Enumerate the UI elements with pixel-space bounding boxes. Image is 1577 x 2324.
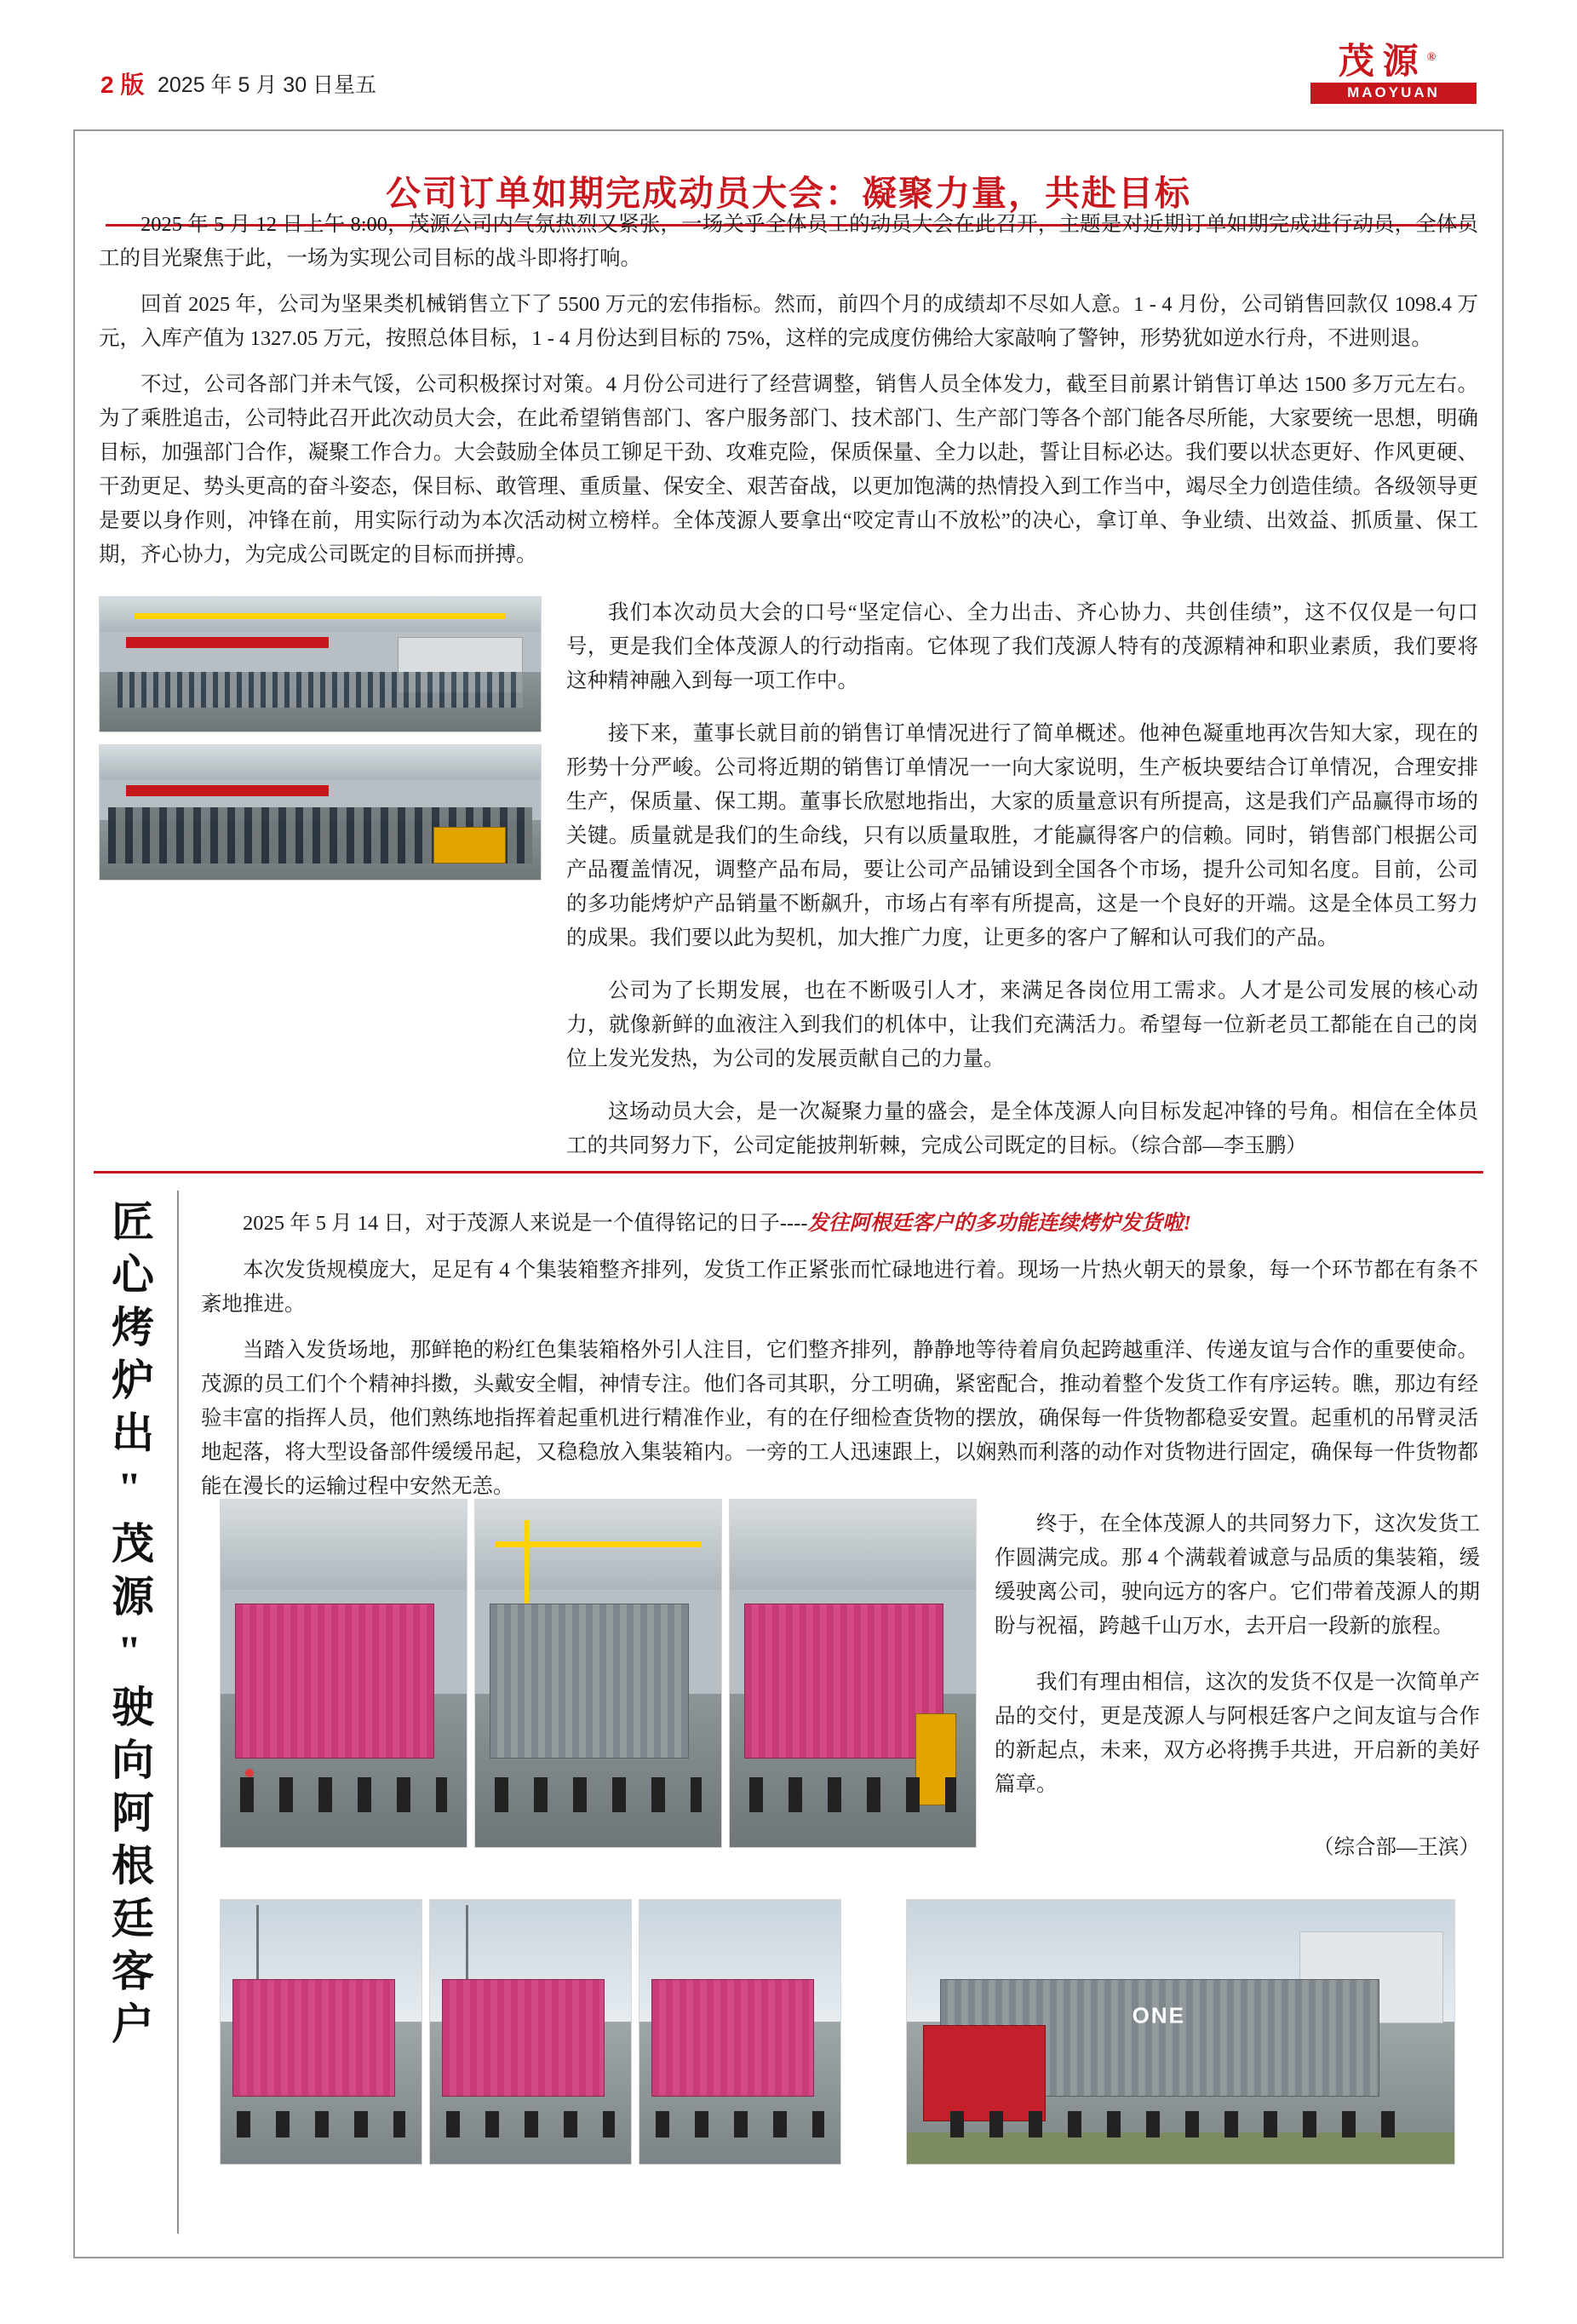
- photo-pink-container-shape: [744, 1604, 943, 1759]
- logo-chinese-text: 茂源: [1338, 43, 1427, 82]
- article-1-headline: 公司订单如期完成动员大会：凝聚力量，共赴目标: [386, 174, 1191, 213]
- photo-mobilization-meeting-2: [99, 744, 542, 881]
- article-2-bottom-photo-row: [220, 1899, 1480, 2165]
- article-1-paragraph: 回首 2025 年，公司为坚果类机械销售立下了 5500 万元的宏伟指标。然而，前四个月的成绩却不尽如人意。1 - 4 月份，公司销售回款仅 1098.4 万元，入库产值为 1327.05 万元，按照总体目标，1 - 4 月份达到目标的 75%，这样的完成度仿佛给大家敲响了警钟，形势犹如逆水行舟，不进则退。: [99, 293, 1478, 350]
- article-1-intro: [99, 196, 1478, 572]
- photo-truck-wheels-shape: [240, 1777, 447, 1812]
- photo-roof-shape: [100, 745, 541, 782]
- article-2-paragraph: 当踏入发货场地，那鲜艳的粉红色集装箱格外引人注目，它们整齐排列，静静地等待着肩负起跨越重洋、传递友谊与合作的重要使命。茂源的员工们个个精神抖擞，头戴安全帽，神情专注。他们各司其职，分工明确，紧密配合，推动着整个发货工作有序运转。瞧，那边有经验丰富的指挥人员，他们熟练地指挥着起重机进行精准作业，有的在仔细检查货物的摆放，确保每一件货物都稳妥安置。起重机的吊臂灵活地起落，将大型设备部件缓缓吊起，又稳稳放入集装箱内。一旁的工人迅速跟上，以娴熟而利落的动作对货物进行固定，确保每一件货物都能在漫长的运输过程中安然无恙。: [201, 1339, 1478, 1498]
- publication-date: 2025 年 5 月 30 日星五: [158, 73, 377, 97]
- article-1-paragraph: 这场动员大会，是一次凝聚力量的盛会，是全体茂源人向目标发起冲锋的号角。相信在全体员工的共同努力下，公司定能披荆斩棘，完成公司既定的目标。（综合部—李玉鹏）: [566, 1100, 1478, 1157]
- photo-truck-wheels-shape: [237, 2111, 405, 2138]
- article-2-body: [201, 1192, 1478, 1504]
- photo-container-pink-3: [639, 1899, 841, 2165]
- article-2-paragraph: 终于，在全体茂源人的共同努力下，这次发货工作圆满完成。那 4 个满载着诚意与品质的集装箱，缓缓驶离公司，驶向远方的客户。它们带着茂源人的期盼与祝福，跨越千山万水，去开启一段新的旅程。: [995, 1512, 1480, 1638]
- company-logo: [1298, 41, 1477, 102]
- photo-employees-shape: [118, 672, 524, 707]
- photo-pink-container-shape: [235, 1604, 433, 1759]
- article-1-paragraph: 接下来，董事长就目前的销售订单情况进行了简单概述。他神色凝重地再次告知大家，现在的形势十分严峻。公司将近期的销售订单情况一一向大家说明，生产板块要结合订单情况，合理安排生产，保质量、保工期。董事长欣慰地指出，大家的质量意识有所提高，这是我们产品赢得市场的关键。质量就是我们的生命线，只有以质量取胜，才能赢得客户的信赖。同时，销售部门根据公司产品覆盖情况，调整产品布局，要让公司产品铺设到全国各个市场，提升公司知名度。目前，公司的多功能烤炉产品销量不断飙升，市场占有率有所提高，这是一个良好的开端。这是全体员工努力的成果。我们要以此为契机，加大推广力度，让更多的客户了解和认可我们的产品。: [566, 722, 1478, 950]
- photo-roof-shape: [221, 1500, 467, 1592]
- photo-loading-2: [474, 1499, 722, 1848]
- article-2-byline: （综合部—王滨）: [1313, 1836, 1480, 1859]
- photo-container-pink-1: [220, 1899, 422, 2165]
- photo-truck-cab-shape: [923, 2025, 1045, 2122]
- photo-truck-wheels-shape: [950, 2111, 1410, 2138]
- logo-english-text: MAOYUAN: [1310, 83, 1477, 104]
- article-2-paragraph: 本次发货规模庞大，足足有 4 个集装箱整齐排列，发货工作正紧张而忙碌地进行着。现场一片热火朝天的景象，每一个环节都在有条不紊地推进。: [201, 1259, 1478, 1316]
- article-1-paragraph: 不过，公司各部门并未气馁，公司积极探讨对策。4 月份公司进行了经营调整，销售人员全体发力，截至目前累计销售订单达 1500 多万元左右。为了乘胜追击，公司特此召开此次动员大会，在此希望销售部门、客户服务部门、技术部门、生产部门等各个部门能各尽所能，大家要统一思想，明确目标，加强部门合作，凝聚工作合力。大会鼓励全体员工铆足干劲、攻难克险，保质保量、全力以赴，誓让目标必达。我们要以状态更好、作风更硬、干劲更足、势头更高的奋斗姿态，保目标、敢管理、重质量、保安全、艰苦奋战，以更加饱满的热情投入到工作当中，竭尽全力创造佳绩。各级领导更是要以身作则，冲锋在前，用实际行动为本次活动树立榜样。全体茂源人要拿出“咬定青山不放松”的决心，拿订单、争业绩、出效益、抓质量、保工期，齐心协力，为完成公司既定的目标而拼搏。: [99, 373, 1478, 566]
- photo-pink-container-shape: [442, 1979, 605, 2097]
- photo-mobilization-meeting-1: [99, 596, 542, 732]
- article-1-paragraph: 我们本次动员大会的口号“坚定信心、全力出击、齐心协力、共创佳绩”，这不仅仅是一句口号，更是我们全体茂源人的行动指南。它体现了我们茂源人特有的茂源精神和职业素质，我们要将这种精神融入到每一项工作中。: [566, 601, 1478, 692]
- article-2-vertical-title: 匠心烤炉出"茂源"驶向阿根廷客户: [106, 1199, 153, 2054]
- photo-loading-3: [729, 1499, 977, 1848]
- article-2-divider: [94, 1171, 1483, 1173]
- photo-loading-1: [220, 1499, 467, 1848]
- photo-pink-container-shape: [651, 1979, 814, 2097]
- article-2-photo-row: [220, 1499, 978, 1848]
- photo-pink-container-shape: [232, 1979, 395, 2097]
- photo-equipment-shape: [490, 1604, 688, 1759]
- photo-truck-wheels-shape: [446, 2111, 615, 2138]
- article-1-paragraph: 2025 年 5 月 12 日上午 8:00，茂源公司内气氛热烈又紧张，一场关乎全体员工的动员大会在此召开，主题是对近期订单如期完成进行动员，全体员工的目光聚焦于此，一场为实现公司目标的战斗即将打响。: [99, 213, 1478, 270]
- page-number: 2 版: [100, 72, 145, 98]
- photo-container-pink-2: [429, 1899, 632, 2165]
- article-2-lead-prefix: 2025 年 5 月 14 日，对于茂源人来说是一个值得铭记的日子----: [243, 1212, 808, 1235]
- photo-banner-shape: [126, 785, 329, 796]
- container-line-label: ONE: [1132, 2002, 1185, 2028]
- article-1-text-column: [566, 596, 1478, 1163]
- article-2-paragraph: 我们有理由相信，这次的发货不仅是一次简单产品的交付，更是茂源人与阿根廷客户之间友谊与合作的新起点，未来，双方必将携手共进，开启新的美好篇章。: [995, 1671, 1480, 1796]
- photo-crane-cable-shape: [525, 1520, 529, 1610]
- article-2-lead-highlight: 发往阿根廷客户的多功能连续烤炉发货啦!: [807, 1212, 1192, 1235]
- article-2-sidebar-rule: [177, 1191, 179, 2234]
- photo-crane-beam-shape: [135, 613, 505, 619]
- article-1-photo-column: [99, 596, 542, 881]
- photo-truck-wheels-shape: [495, 1777, 702, 1812]
- photo-banner-shape: [126, 637, 329, 648]
- photo-forklift-shape: [433, 827, 506, 864]
- photo-crane-beam-shape: [495, 1541, 702, 1547]
- photo-truck-wheels-shape: [749, 1777, 956, 1812]
- registered-mark-icon: ®: [1426, 51, 1437, 64]
- photo-truck-one-container: [906, 1899, 1455, 2165]
- photo-truck-wheels-shape: [656, 2111, 824, 2138]
- article-1-paragraph: 公司为了长期发展，也在不断吸引人才，来满足各岗位用工需求。人才是公司发展的核心动力，就像新鲜的血液注入到我们的机体中，让我们充满活力。希望每一位新老员工都能在自己的岗位上发光发热，为公司的发展贡献自己的力量。: [566, 979, 1478, 1070]
- masthead: [0, 0, 1577, 115]
- article-2-text-column: [995, 1507, 1480, 1865]
- article-2-lead: [201, 1206, 1478, 1242]
- photo-roof-shape: [730, 1500, 976, 1592]
